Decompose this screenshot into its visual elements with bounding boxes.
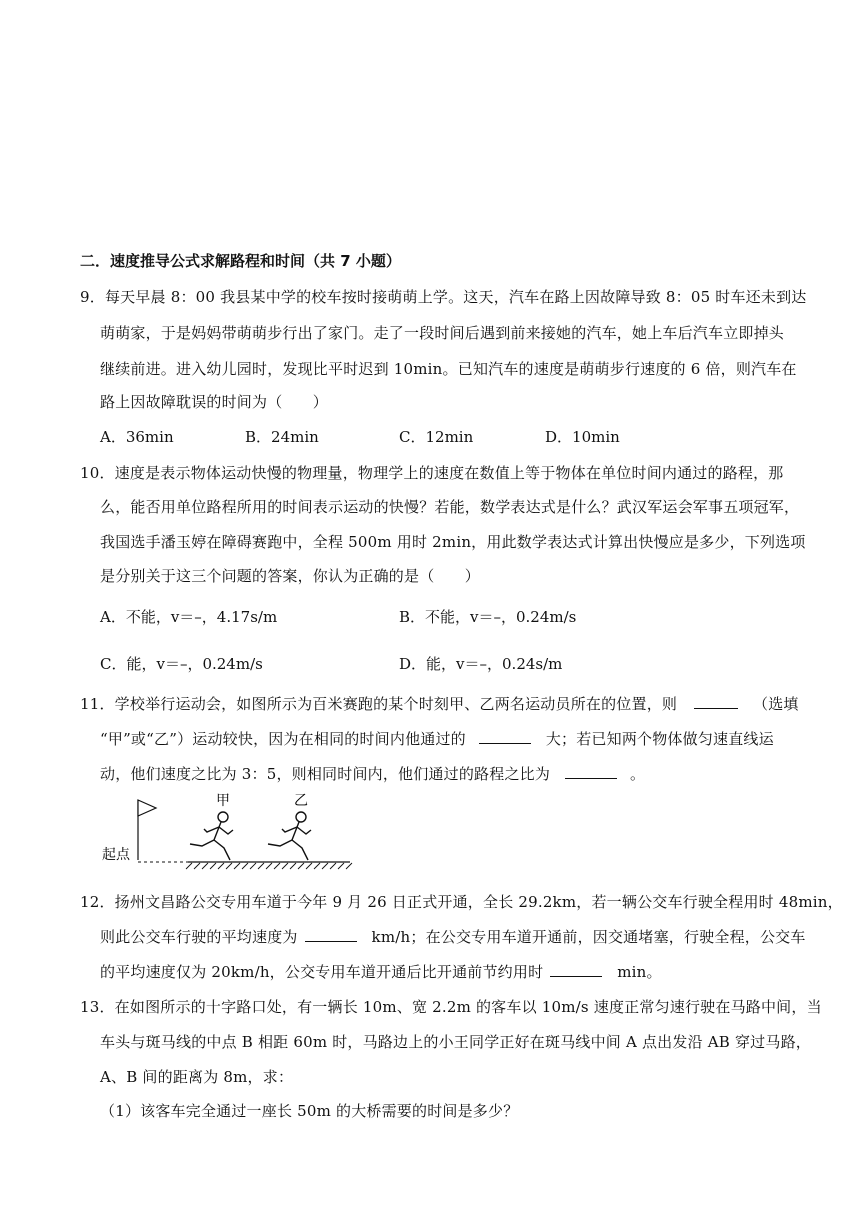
race-figure xyxy=(100,792,355,876)
q10-option-c[interactable]: C．能，v＝–，0.24m/s xyxy=(100,655,263,673)
q12-line-2 xyxy=(100,926,806,947)
q12-text-3a: 的平均速度仅为 20km/h，公交专用车道开通后比开通前节约用时 xyxy=(100,963,544,981)
q11-line-2 xyxy=(100,728,774,749)
q12-blank-1[interactable] xyxy=(305,927,357,942)
q11-text-1b: （选填 xyxy=(753,695,799,713)
q9-option-b[interactable]: B．24min xyxy=(245,428,319,446)
q10-line-3: 我国选手潘玉婷在障碍赛跑中，全程 500m 用时 2min，用此数学表达式计算出快慢应是多少，下列选项 xyxy=(100,533,806,551)
q12-line-1: 12．扬州文昌路公交专用车道于今年 9 月 26 日正式开通，全长 29.2km，若一辆公交车行驶全程用时 48min， xyxy=(80,893,843,911)
q11-blank-1[interactable] xyxy=(694,694,738,709)
q9-option-c[interactable]: C．12min xyxy=(399,428,474,446)
q13-line-4: （1）该客车完全通过一座长 50m 的大桥需要的时间是多少？ xyxy=(100,1102,519,1120)
q11-line-3 xyxy=(100,763,645,784)
q13-line-2: 车头与斑马线的中点 B 相距 60m 时，马路边上的小王同学正好在斑马线中间 A 点出发沿 AB 穿过马路， xyxy=(100,1033,811,1051)
q11-blank-3[interactable] xyxy=(565,764,617,779)
q11-text-3a: 动，他们速度之比为 3：5，则相同时间内，他们通过的路程之比为 xyxy=(100,765,551,783)
q12-text-2b: km/h；在公交专用车道开通前，因交通堵塞，行驶全程，公交车 xyxy=(371,928,806,946)
q11-text-2b: 大；若已知两个物体做匀速直线运 xyxy=(545,730,774,748)
q10-line-4: 是分别关于这三个问题的答案，你认为正确的是（ ） xyxy=(100,567,481,585)
q11-line-1 xyxy=(80,693,799,714)
q11-text-2a: “甲”或“乙”）运动较快，因为在相同的时间内他通过的 xyxy=(100,730,466,748)
runner-b-label: 乙 xyxy=(294,793,308,809)
runner-a-icon xyxy=(190,812,233,860)
q9-line-4: 路上因故障耽误的时间为（ ） xyxy=(100,393,329,411)
flag-icon xyxy=(138,800,156,816)
q9-option-d[interactable]: D．10min xyxy=(545,428,620,446)
q10-option-b[interactable]: B．不能，v＝–，0.24m/s xyxy=(399,608,577,626)
q13-line-1: 13．在如图所示的十字路口处，有一辆长 10m、宽 2.2m 的客车以 10m/s 速度正常匀速行驶在马路中间，当 xyxy=(80,998,822,1016)
q10-option-a[interactable]: A．不能，v＝–，4.17s/m xyxy=(100,608,278,626)
q11-text-1a: 11．学校举行运动会，如图所示为百米赛跑的某个时刻甲、乙两名运动员所在的位置，则 xyxy=(80,695,678,713)
q9-line-3: 继续前进。进入幼儿园时，发现比平时迟到 10min。已知汽车的速度是萌萌步行速度的 6 倍，则汽车在 xyxy=(100,360,797,378)
runner-a-label: 甲 xyxy=(216,793,230,809)
q11-text-3b: 。 xyxy=(630,765,646,783)
q10-line-2: 么，能否用单位路程所用的时间表示运动的快慢？若能，数学表达式是什么？武汉军运会军事五项冠军， xyxy=(100,498,800,516)
runner-b-icon xyxy=(268,812,311,860)
q11-blank-2[interactable] xyxy=(479,729,531,744)
q12-text-2a: 则此公交车行驶的平均速度为 xyxy=(100,928,298,946)
q9-line-1: 9．每天早晨 8：00 我县某中学的校车按时接萌萌上学。这天，汽车在路上因故障导致 8：05 时车还未到达 xyxy=(80,288,807,306)
q12-line-3 xyxy=(100,961,662,982)
q9-line-2: 萌萌家，于是妈妈带萌萌步行出了家门。走了一段时间后遇到前来接她的汽车，她上车后汽车立即掉头 xyxy=(100,324,785,342)
race-figure-svg xyxy=(100,792,355,872)
q10-option-d[interactable]: D．能，v＝–，0.24s/m xyxy=(399,655,563,673)
q12-text-3b: min。 xyxy=(617,963,662,981)
q9-option-a[interactable]: A．36min xyxy=(100,428,174,446)
section-title: 二．速度推导公式求解路程和时间（共 7 小题） xyxy=(80,252,401,270)
q13-line-3: A、B 间的距离为 8m，求： xyxy=(100,1068,294,1086)
q10-line-1: 10．速度是表示物体运动快慢的物理量，物理学上的速度在数值上等于物体在单位时间内通过的路程，那 xyxy=(80,464,784,482)
ground-hatch xyxy=(186,863,352,869)
q12-blank-2[interactable] xyxy=(550,962,602,977)
start-label: 起点 xyxy=(102,847,130,863)
